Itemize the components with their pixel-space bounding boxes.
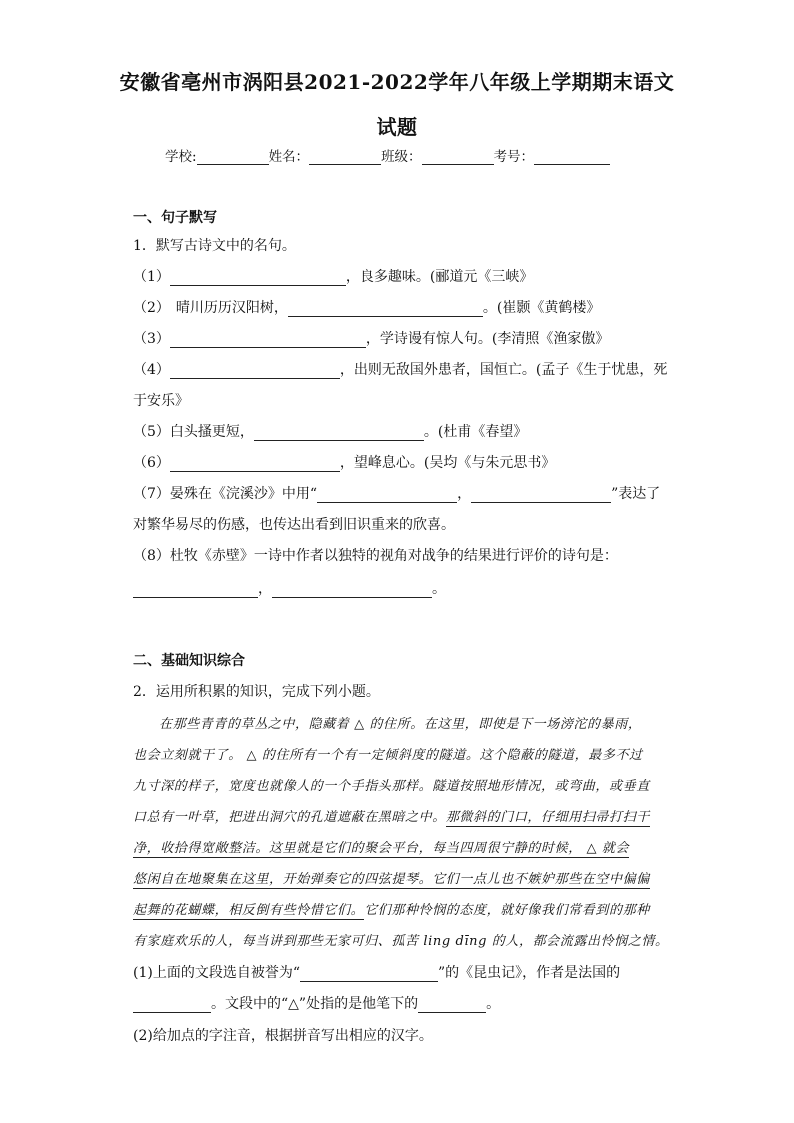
item-text: ，学诗谩有惊人句。(李清照《渔家傲》 <box>365 331 610 347</box>
name-field[interactable] <box>309 150 381 165</box>
prose-line-4 <box>133 806 668 825</box>
item-text: 。 <box>432 581 446 597</box>
item-7-continued: 对繁华易尽的伤感，也传达出看到旧识重来的欣喜。 <box>133 517 455 533</box>
prose-line-3: 九寸深的样子，宽度也就像人的一个手指头那样。隧道按照地形情况，或弯曲，或垂直 <box>133 779 650 794</box>
section1-heading: 一、句子默写 <box>133 210 217 226</box>
subquestion-2: (2)给加点的字注音，根据拼音写出相应的汉字。 <box>133 1028 433 1044</box>
item-text: 。文段中的“△”处指的是他笔下的 <box>211 996 419 1012</box>
item-text: 。 <box>486 996 501 1012</box>
exam-title-line1: 安徽省亳州市涡阳县2021-2022学年八年级上学期期末语文 <box>119 70 675 94</box>
school-label: 学校: <box>165 149 197 165</box>
prose-line-8: 有家庭欢乐的人，每当讲到那些无家可归、孤苦 ling dīng 的人，都会流露出怜悯之情。 <box>133 934 669 949</box>
item-5 <box>133 421 527 441</box>
answer-blank[interactable] <box>170 270 346 286</box>
exam-title-line2: 试题 <box>376 115 418 139</box>
item-text: ， <box>258 581 272 597</box>
prose-line-7 <box>133 899 668 918</box>
answer-blank[interactable] <box>471 487 611 503</box>
item-text: ， <box>457 486 472 502</box>
item-2 <box>133 297 600 317</box>
underlined-text: 净，收拾得宽敞整洁。这里就是它们的聚会平台，每当四周很宁静的时候， △ 就会 <box>133 841 630 856</box>
item-7 <box>133 483 660 503</box>
item-text: ”表达了 <box>611 486 661 502</box>
exam-no-field[interactable] <box>534 150 610 165</box>
question1-stem: 1．默写古诗文中的名句。 <box>133 238 296 254</box>
underlined-text: 那微斜的门口，仔细用扫帚打扫干 <box>445 810 650 825</box>
class-field[interactable] <box>422 150 494 165</box>
prose-line-2: 也会立刻就干了。 △ 的住所有一个有一定倾斜度的隧道。这个隐蔽的隧道，最多不过 <box>133 748 643 763</box>
item-text: 晴川历历汉阳树， <box>175 300 288 316</box>
prose-line-1: 在那些青青的草丛之中，隐藏着 △ 的住所。在这里，即使是下一场滂沱的暴雨， <box>159 717 642 732</box>
item-text: 白头搔更短， <box>169 424 254 440</box>
question2-stem: 2．运用所积累的知识，完成下列小题。 <box>133 684 380 700</box>
item-text: ，良多趣味。(郦道元《三峡》 <box>345 269 534 285</box>
item-text: ，出则无敌国外患者，国恒亡。(孟子《生于忧患，死 <box>339 362 668 378</box>
school-field[interactable] <box>197 150 269 165</box>
subquestion-1 <box>133 962 620 982</box>
item-number: （1） <box>133 269 170 285</box>
item-text: ，望峰息心。(吴均《与朱元思书》 <box>339 455 556 471</box>
item-8: （8）杜牧《赤壁》一诗中作者以独特的视角对战争的结果进行评价的诗句是： <box>133 548 618 564</box>
underlined-text: 悠闲自在地聚集在这里，开始弹奏它的四弦提琴。它们一点儿也不嫉妒那些在空中偏偏 <box>133 872 650 887</box>
item-4-continued: 于安乐》 <box>133 393 189 409</box>
item-text: (1)上面的文段选自被誉为“ <box>133 965 300 981</box>
student-info-row <box>165 145 610 165</box>
item-number: （2） <box>133 300 170 316</box>
answer-blank[interactable] <box>288 301 483 317</box>
item-1 <box>133 266 533 286</box>
answer-blank[interactable] <box>272 582 432 598</box>
answer-blank[interactable] <box>300 966 438 982</box>
item-text: 。(崔颢《黄鹤楼》 <box>482 300 601 316</box>
answer-blank[interactable] <box>254 425 424 441</box>
subquestion-1-continued <box>133 993 500 1013</box>
item-3 <box>133 328 609 348</box>
item-number: （5） <box>133 424 170 440</box>
name-label: 姓名： <box>268 149 310 165</box>
answer-blank[interactable] <box>133 997 211 1013</box>
item-text: 。(杜甫《春望》 <box>423 424 528 440</box>
item-text: ”的《昆虫记》，作者是法国的 <box>438 965 621 981</box>
section2-heading: 二、基础知识综合 <box>133 653 245 669</box>
item-text: （7）晏殊在《浣溪沙》中用“ <box>133 486 318 502</box>
item-8-answer <box>133 578 446 598</box>
answer-blank[interactable] <box>170 456 340 472</box>
answer-blank[interactable] <box>418 997 486 1013</box>
prose-text: 口总有一叶草，把进出洞穴的孔道遮蔽在黑暗之中。 <box>133 810 446 825</box>
answer-blank[interactable] <box>133 582 258 598</box>
item-number: （3） <box>133 331 170 347</box>
answer-blank[interactable] <box>170 363 340 379</box>
answer-blank[interactable] <box>317 487 457 503</box>
item-6 <box>133 452 555 472</box>
item-4 <box>133 359 667 379</box>
class-label: 班级： <box>381 149 422 165</box>
item-number: （4） <box>133 362 170 378</box>
prose-text: 它们那种怜悯的态度，就好像我们常看到的那种 <box>364 903 650 918</box>
exam-no-label: 考号： <box>493 149 535 165</box>
underlined-text: 起舞的花蝴蝶，相反倒有些怜惜它们。 <box>133 903 365 918</box>
prose-line-5 <box>133 837 668 856</box>
item-number: （6） <box>133 455 170 471</box>
prose-line-6 <box>133 868 668 887</box>
answer-blank[interactable] <box>170 332 366 348</box>
